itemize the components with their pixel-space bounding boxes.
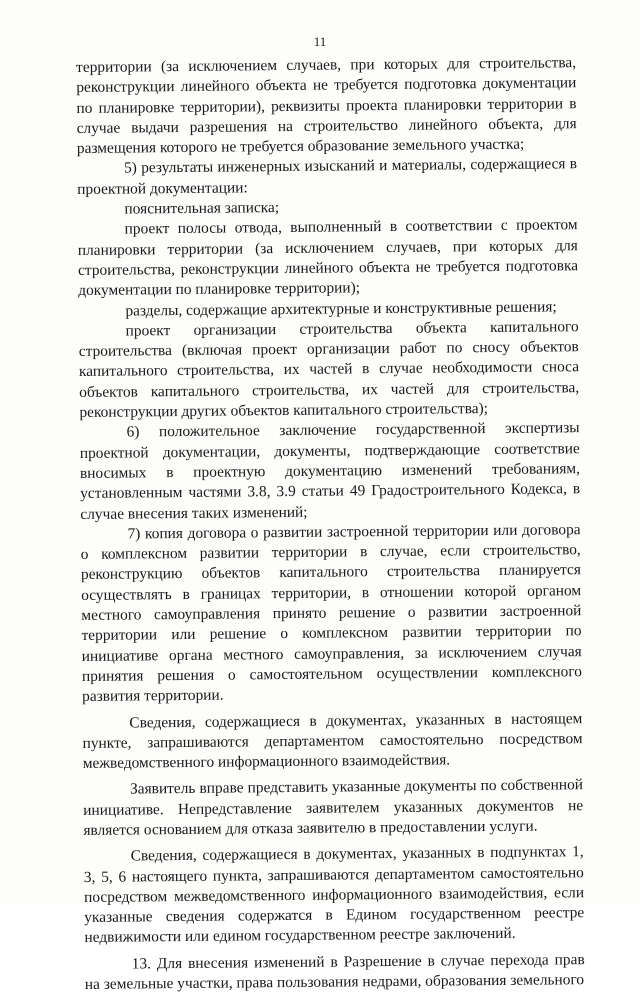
paragraph-applicant-right: Заявитель вправе представить указанные документы по собственной инициативе. Непредставление заявителем указанных документов не является основанием для отказа заявителю в предоставлении услуги. (83, 776, 584, 839)
paragraph-architectural-sections: разделы, содержащие архитектурные и конструктивные решения; (125, 297, 557, 320)
paragraph-information-requested: Сведения, содержащиеся в документах, указанных в настоящем пункте, запрашиваются департаментом самостоятельно посредством межведомственного информационного взаимодействия. (82, 709, 583, 773)
paragraph-construction-organization: проект организации строительства объекта капитального строительства (включая проект организации работ по сносу объектов капитального строительства, их частей в случае необходимости сноса объектов капитального строительства, их частей для строительства, реконструкции других объектов капитального строительства); (78, 318, 580, 422)
paragraph-item-13: 13. Для внесения изменений в Разрешение в случае перехода прав на земельные участки, права пользования недрами, образования земельного (84, 950, 585, 994)
paragraph-territory-continuation: территории (за исключением случаев, при которых для строительства, реконструкции линейного объекта не требуется подготовка документации по планировке территории), реквизиты проекта планировки территории в случае выдачи разрешения на строительство линейного объекта, для размещения которого не требуется образование земельного участка; (76, 54, 577, 158)
paragraph-item-6: 6) положительное заключение государственной экспертизы проектной документации, документы, подтверждающие соответствие вносимых в проектную документацию изменений требованиям, установленным частями 3.8, 3.9 статьи 49 Градостроительного Кодекса, в случае внесения таких изменений; (79, 419, 581, 523)
body-text (76, 53, 585, 995)
paragraph-item-5: 5) результаты инженерных изысканий и материалы, содержащиеся в проектной документации: (77, 155, 578, 198)
paragraph-registry-information: Сведения, содержащиеся в документах, указанных в подпунктах 1, 3, 5, 6 настоящего пункта, запрашиваются департаментом самостоятельно посредством межведомственного информационного взаимодействия, если указанные сведения содержатся в Едином государственном реестре недвижимости или едином государственном реестре заключений. (83, 843, 585, 947)
paragraph-explanatory-note: пояснительная записка; (124, 199, 280, 218)
paragraph-item-7: 7) копия договора о развитии застроенной территории или договора о комплексном развитии территории в случае, если строительство, реконструкцию объектов капитального строительства планируется осуществлять в границах территории, в отношении которой органом местного самоуправления принято решение о развитии застроенной территории или решение о комплексном развитии территории по инициативе органа местного самоуправления, за исключением случая принятия решения о самостоятельном осуществлении комплексного развития территории. (80, 521, 582, 706)
page-number: 11 (313, 34, 327, 49)
paragraph-right-of-way-project: проект полосы отвода, выполненный в соответствии с проектом планировки территории (за исключением случаев, при которых для строительства, реконструкции линейного объекта не требуется подготовка документации по планировке территории); (77, 216, 579, 300)
